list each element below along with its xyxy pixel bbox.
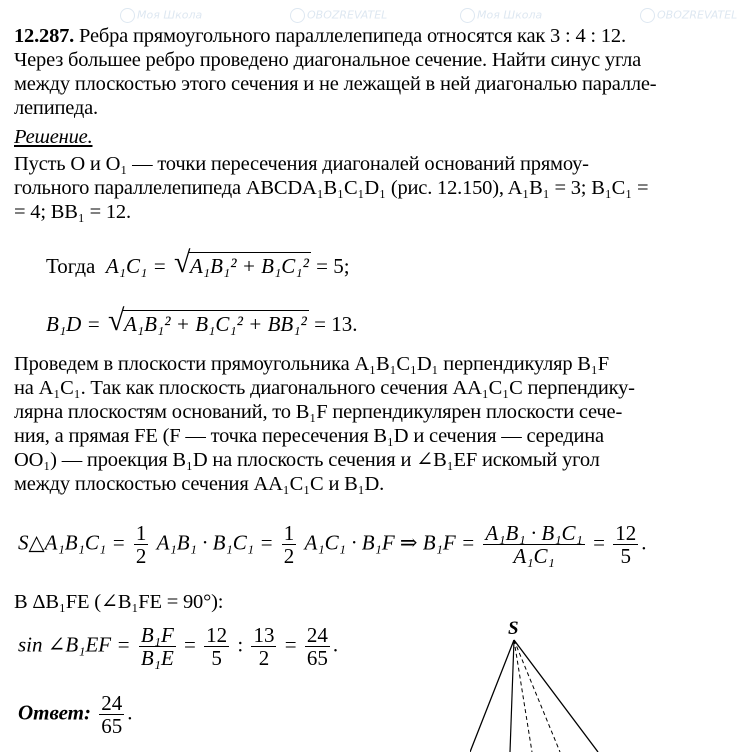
sqrt: √ A₁B₁² + B₁C₁² + BB₁² — [107, 304, 307, 337]
para1-line-2: гольного параллелепипеда ABCDA₁B₁C₁D₁ (рис. 12.150), A₁B₁ = 3; B₁C₁ = — [14, 177, 649, 199]
watermark: Моя Школа — [120, 8, 202, 23]
pyramid-figure — [470, 620, 670, 752]
hidden-edge-line — [514, 640, 532, 752]
edge-line — [510, 640, 514, 752]
para1-line-1: Пусть O и O₁ — точки пересечения диагоналей оснований прямоу- — [14, 153, 589, 175]
formula-b1d: B₁D = √ A₁B₁² + B₁C₁² + BB₁² = 13. — [46, 304, 358, 337]
watermark-logo-icon — [460, 8, 475, 23]
vertex-label-s: S — [508, 620, 519, 639]
triangle-line: В ΔB₁FE (∠B₁FE = 90°): — [14, 591, 224, 613]
para2-line-6: между плоскостью сечения AA₁C₁C и B₁D. — [14, 473, 385, 495]
problem-line-4: лепипеда. — [14, 97, 98, 119]
para2-line-1: Проведем в плоскости прямоугольника A₁B₁C₁D₁ перпендикуляр B₁F — [14, 353, 609, 375]
formula-area: S△A₁B₁C₁ = $\frac{1}{2}$ A₁B₁ · B₁C₁ = $\frac{1}{2}$ A₁C₁ · B₁F ⇒ B₁F = $\frac{\text{A₁B₁ · B₁C₁}}{\text{A₁C₁}}$ = $\frac{12}{5}$ . — [18, 521, 647, 568]
watermark-logo-icon — [290, 8, 305, 23]
hidden-edge-line — [514, 640, 560, 752]
para2-line-3: лярна плоскостям оснований, то B₁F перпендикулярен плоскости сече- — [14, 401, 623, 423]
formula-a1c1: Тогда A₁C₁ = √ A₁B₁² + B₁C₁² = 5; — [46, 246, 350, 279]
solution-heading: Решение. — [14, 126, 93, 148]
answer: Ответ: $\frac{24}{65}$ . — [18, 691, 133, 738]
answer-label: Ответ: — [18, 700, 91, 725]
watermark: OBOZREVATEL — [640, 8, 737, 23]
watermark: Моя Школа — [460, 8, 542, 23]
para1-line-3: = 4; BB₁ = 12. — [14, 201, 131, 223]
problem-line-3: между плоскостью этого сечения и не лежащей в ней диагональю паралле- — [14, 73, 657, 95]
problem-line-2: Через большее ребро проведено диагональное сечение. Найти синус угла — [14, 49, 642, 71]
watermark: OBOZREVATEL — [290, 8, 387, 23]
para2-line-5: OO₁) — проекция B₁D на плоскость сечения и ∠B₁EF искомый угол — [14, 449, 600, 471]
problem-line-1: 12.287. Ребра прямоугольного параллелепипеда относятся как 3 : 4 : 12. — [14, 25, 626, 47]
edge-line — [514, 640, 598, 752]
para2-line-2: на A₁C₁. Так как плоскость диагонального сечения AA₁C₁C перпендику- — [14, 377, 635, 399]
edge-line — [470, 640, 514, 752]
formula-sine: sin ∠B₁EF = $\frac{\text{B₁F}}{\text{B₁E}}$ = $\frac{12}{5}$ : $\frac{13}{2}$ = $\frac{24}{65}$ . — [18, 623, 339, 670]
para2-line-4: ния, а прямая FE (F — точка пересечения B₁D и сечения — середина — [14, 425, 604, 447]
sqrt: √ A₁B₁² + B₁C₁² — [173, 246, 309, 279]
problem-number: 12.287. — [14, 25, 75, 47]
watermark-logo-icon — [120, 8, 135, 23]
watermark-logo-icon — [640, 8, 655, 23]
